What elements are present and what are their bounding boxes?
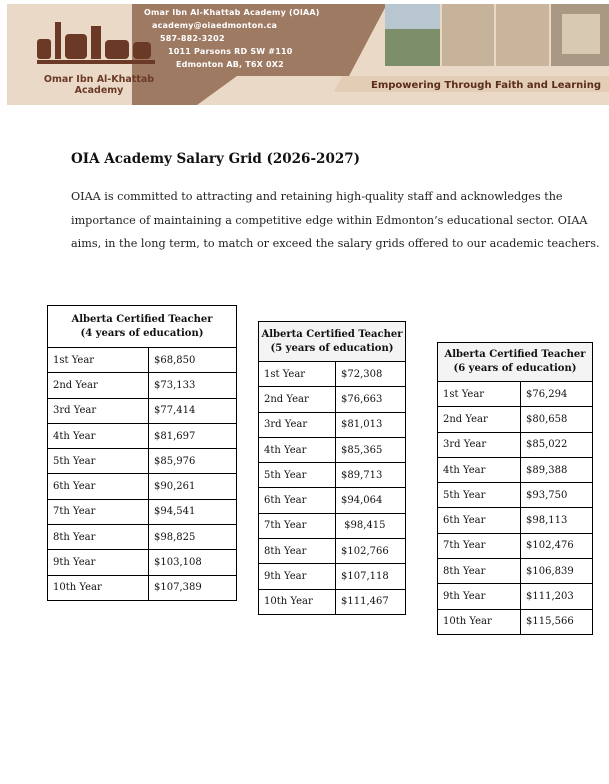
year-cell: 5th Year — [259, 463, 336, 488]
intro-paragraph — [71, 185, 600, 256]
year-cell: 1st Year — [438, 382, 521, 407]
year-cell: 7th Year — [438, 533, 521, 558]
year-cell: 9th Year — [259, 564, 336, 589]
year-cell: 6th Year — [438, 508, 521, 533]
school-name-line1: Omar Ibn Al-Khattab — [43, 74, 155, 85]
salary-cell: $111,203 — [521, 584, 593, 609]
table-row — [438, 407, 593, 432]
table-row — [259, 412, 406, 437]
salary-cell: $68,850 — [149, 348, 237, 373]
year-cell: 7th Year — [259, 513, 336, 538]
salary-cell: $94,541 — [149, 499, 237, 524]
salary-table-6-years — [437, 342, 593, 635]
year-cell: 2nd Year — [48, 373, 149, 398]
table-row — [438, 533, 593, 558]
year-cell: 9th Year — [438, 584, 521, 609]
year-cell: 3rd Year — [48, 398, 149, 423]
salary-cell: $85,365 — [336, 437, 406, 462]
year-cell: 10th Year — [438, 609, 521, 634]
salary-cell: $111,467 — [336, 589, 406, 614]
table-row — [438, 559, 593, 584]
salary-cell: $81,013 — [336, 412, 406, 437]
salary-cell: $85,976 — [149, 449, 237, 474]
salary-cell: $115,566 — [521, 609, 593, 634]
year-cell: 6th Year — [48, 474, 149, 499]
table-row — [438, 457, 593, 482]
salary-cell: $90,261 — [149, 474, 237, 499]
year-cell: 5th Year — [438, 483, 521, 508]
salary-cell: $98,415 — [336, 513, 406, 538]
table-row — [48, 423, 237, 448]
table-heading-line2: (5 years of education) — [270, 342, 394, 354]
salary-cell: $102,476 — [521, 533, 593, 558]
salary-cell: $76,663 — [336, 387, 406, 412]
table-row — [48, 474, 237, 499]
salary-table-4-years — [47, 305, 237, 601]
table-heading — [259, 322, 406, 362]
table-heading — [438, 343, 593, 382]
salary-cell: $89,388 — [521, 457, 593, 482]
table-row — [438, 432, 593, 457]
table-heading-line1: Alberta Certified Teacher — [261, 328, 403, 340]
year-cell: 1st Year — [259, 362, 336, 387]
table-row — [259, 539, 406, 564]
tagline: Empowering Through Faith and Learning — [371, 80, 602, 91]
table-heading-line1: Alberta Certified Teacher — [444, 349, 586, 360]
contact-address-line1: 1011 Parsons RD SW #110 — [168, 47, 293, 56]
salary-cell: $76,294 — [521, 382, 593, 407]
salary-cell: $103,108 — [149, 550, 237, 575]
contact-phone: 587-882-3202 — [160, 34, 225, 43]
salary-cell: $93,750 — [521, 483, 593, 508]
table-row — [438, 584, 593, 609]
table-row — [259, 362, 406, 387]
table-row — [48, 373, 237, 398]
table-row — [48, 398, 237, 423]
table-row — [259, 564, 406, 589]
table-row — [48, 550, 237, 575]
salary-cell: $107,389 — [149, 575, 237, 600]
year-cell: 8th Year — [259, 539, 336, 564]
table-row — [259, 387, 406, 412]
salary-cell: $73,133 — [149, 373, 237, 398]
header-banner — [7, 4, 609, 105]
year-cell: 10th Year — [48, 575, 149, 600]
salary-cell: $98,113 — [521, 508, 593, 533]
table-row — [259, 488, 406, 513]
intro-line: OIAA is committed to attracting and retaining high-quality staff and acknowledges the — [71, 190, 563, 203]
intro-line: aims, in the long term, to match or exceed the salary grids offered to our academic teachers. — [71, 237, 600, 250]
salary-cell: $72,308 — [336, 362, 406, 387]
year-cell: 4th Year — [438, 457, 521, 482]
year-cell: 3rd Year — [259, 412, 336, 437]
year-cell: 6th Year — [259, 488, 336, 513]
table-row — [48, 449, 237, 474]
year-cell: 1st Year — [48, 348, 149, 373]
table-row — [48, 575, 237, 600]
salary-cell: $107,118 — [336, 564, 406, 589]
salary-cell: $81,697 — [149, 423, 237, 448]
table-heading-line2: (4 years of education) — [80, 327, 204, 339]
table-row — [438, 382, 593, 407]
table-row — [438, 508, 593, 533]
salary-cell: $106,839 — [521, 559, 593, 584]
table-row — [438, 483, 593, 508]
table-row — [48, 348, 237, 373]
table-row — [259, 463, 406, 488]
year-cell: 4th Year — [259, 437, 336, 462]
table-row — [48, 499, 237, 524]
table-heading — [48, 306, 237, 348]
table-row — [48, 525, 237, 550]
salary-cell: $94,064 — [336, 488, 406, 513]
salary-cell: $89,713 — [336, 463, 406, 488]
year-cell: 8th Year — [438, 559, 521, 584]
year-cell: 8th Year — [48, 525, 149, 550]
year-cell: 10th Year — [259, 589, 336, 614]
year-cell: 7th Year — [48, 499, 149, 524]
salary-cell: $77,414 — [149, 398, 237, 423]
contact-name: Omar Ibn Al-Khattab Academy (OIAA) — [144, 8, 320, 17]
school-logo-text — [19, 74, 179, 96]
year-cell: 9th Year — [48, 550, 149, 575]
table-heading-line1: Alberta Certified Teacher — [71, 313, 213, 325]
salary-table-5-years — [258, 321, 406, 615]
salary-cell: $85,022 — [521, 432, 593, 457]
salary-cell: $98,825 — [149, 525, 237, 550]
school-name-line2: Academy — [74, 85, 124, 96]
year-cell: 3rd Year — [438, 432, 521, 457]
table-row — [259, 589, 406, 614]
contact-address-line2: Edmonton AB, T6X 0X2 — [176, 60, 284, 69]
intro-line: importance of maintaining a competitive edge within Edmonton’s educational sector. OIAA — [71, 213, 588, 227]
table-row — [259, 513, 406, 538]
page-title: OIA Academy Salary Grid (2026-2027) — [71, 151, 361, 167]
table-heading-line2: (6 years of education) — [453, 363, 577, 374]
year-cell: 4th Year — [48, 423, 149, 448]
salary-cell: $102,766 — [336, 539, 406, 564]
salary-cell: $80,658 — [521, 407, 593, 432]
contact-email[interactable]: academy@oiaedmonton.ca — [152, 21, 278, 30]
table-row — [259, 437, 406, 462]
year-cell: 2nd Year — [259, 387, 336, 412]
year-cell: 2nd Year — [438, 407, 521, 432]
year-cell: 5th Year — [48, 449, 149, 474]
table-row — [438, 609, 593, 634]
